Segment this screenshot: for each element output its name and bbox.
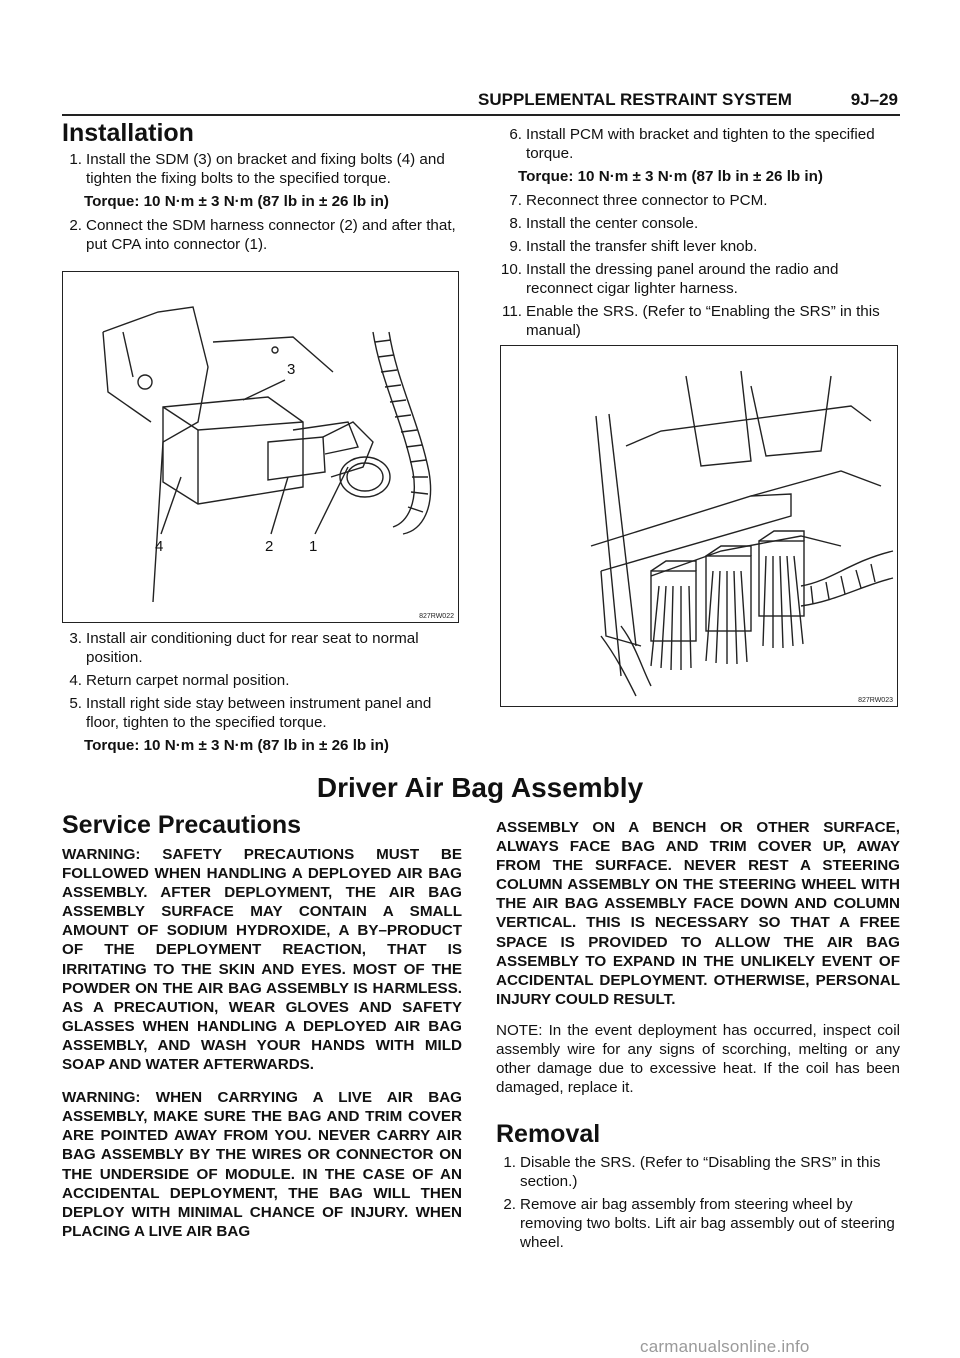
installation-left — [62, 119, 462, 258]
removal-heading: Removal — [496, 1119, 601, 1148]
installation-heading: Installation — [62, 119, 194, 147]
header-rule — [62, 114, 900, 116]
pcm-illustration — [501, 346, 897, 706]
install-step: 9. Install the transfer shift lever knob. — [509, 238, 758, 255]
label-1: 1 — [309, 538, 318, 555]
warning-deployed-bag: WARNING: SAFETY PRECAUTIONS MUST BE FOLLOWED WHEN HANDLING A DEPLOYED AIR BAG ASSEMBLY. AFTER DEPLOYMENT, THE AIR BAG ASSEMBLY SURFACE MAY CONTAIN A SMALL AMOUNT OF SODIUM HYDROXIDE, A BY–PRODUCT OF THE DEPLOYMENT REACTION, THAT IS IRRITATING TO THE SKIN AND EYES. MOST OF THE POWDER ON THE AIR BAG ASSEMBLY IS HARMLESS. AS A PRECAUTION, WEAR GLOVES AND SAFETY GLASSES WHEN HANDLING A DEPLOYED AIR BAG ASSEMBLY, AND WASH YOUR HANDS WITH MILD SOAP AND WATER AFTERWARDS. — [62, 846, 462, 1074]
install-step: 4. Return carpet normal position. — [69, 672, 290, 689]
install-step: 5. Install right side stay between instrument panel and floor, tighten to the specified torque. — [69, 695, 432, 731]
figure-pcm-connectors — [500, 345, 898, 707]
figure-code: 827RW022 — [419, 613, 454, 620]
label-4: 4 — [155, 538, 164, 555]
sdm-illustration — [63, 272, 458, 622]
warning-live-bag-part2: ASSEMBLY ON A BENCH OR OTHER SURFACE, ALWAYS FACE BAG AND TRIM COVER UP, AWAY FROM THE SURFACE. NEVER REST A STEERING COLUMN ASSEMBLY ON THE STEERING WHEEL WITH THE AIR BAG ASSEMBLY FACE DOWN AND COLUMN VERTICAL. THIS IS NECESSARY SO THAT A FREE SPACE IS PROVIDED TO ALLOW THE AIR BAG ASSEMBLY TO EXPAND IN THE UNLIKELY EVENT OF ACCIDENTAL DEPLOYMENT. OTHERWISE, PERSONAL INJURY COULD RESULT. — [496, 819, 900, 1008]
removal-step: 1. Disable the SRS. (Refer to “Disabling the SRS” in this section.) — [503, 1153, 881, 1190]
install-step: 6. Install PCM with bracket and tighten to the specified torque. — [509, 126, 875, 162]
installation-right — [496, 125, 900, 344]
figure-code: 827RW023 — [858, 697, 893, 704]
warning-live-bag-part1: WARNING: WHEN CARRYING A LIVE AIR BAG ASSEMBLY, MAKE SURE THE BAG AND TRIM COVER ARE POINTED AWAY FROM YOU. NEVER CARRY AIR BAG ASSEMBLY BY THE WIRES OR CONNECTOR ON THE UNDERSIDE OF MODULE. IN THE CASE OF AN ACCIDENTAL DEPLOYMENT, THE BAG WILL THEN DEPLOY WITH MINIMAL CHANCE OF INJURY. WHEN PLACING A LIVE AIR BAG — [62, 1089, 462, 1240]
torque-spec: Torque: 10 N·m ± 3 N·m (87 lb in ± 26 lb in) — [518, 168, 823, 185]
service-precautions-left — [62, 811, 462, 1241]
install-step: 3. Install air conditioning duct for rear seat to normal position. — [69, 630, 419, 666]
service-precautions-right — [496, 818, 900, 1256]
install-step: 7. Reconnect three connector to PCM. — [509, 192, 768, 209]
section-title: Driver Air Bag Assembly — [316, 772, 644, 803]
figure-sdm-installation — [62, 271, 459, 623]
service-precautions-heading: Service Precautions — [62, 811, 302, 839]
installation-left-lower — [62, 629, 462, 760]
removal-step: 2. Remove air bag assembly from steering wheel by removing two bolts. Lift air bag assembly out of steering wheel. — [503, 1195, 895, 1251]
install-step: 11. Enable the SRS. (Refer to “Enabling the SRS” in this manual) — [502, 303, 880, 339]
install-step: 1. Install the SDM (3) on bracket and fixing bolts (4) and tighten the fixing bolts to the specified torque. — [69, 151, 445, 187]
page-number: 9J–29 — [850, 90, 898, 109]
install-step: 10. Install the dressing panel around the radio and reconnect cigar lighter harness. — [500, 261, 839, 297]
torque-spec: Torque: 10 N·m ± 3 N·m (87 lb in ± 26 lb in) — [84, 193, 389, 210]
torque-spec: Torque: 10 N·m ± 3 N·m (87 lb in ± 26 lb in) — [84, 737, 389, 754]
watermark: carmanualsonline.info — [640, 1337, 810, 1356]
note-coil-inspection: NOTE: In the event deployment has occurred, inspect coil assembly wire for any signs of scorching, melting or any other damage due to excessive heat. If the coil has been damaged, replace it. — [496, 1021, 900, 1096]
header-title: SUPPLEMENTAL RESTRAINT SYSTEM — [478, 90, 792, 109]
install-step: 2. Connect the SDM harness connector (2) and after that, put CPA into connector (1). — [69, 217, 456, 253]
install-step: 8. Install the center console. — [509, 215, 699, 232]
label-2: 2 — [265, 538, 274, 555]
label-3: 3 — [287, 361, 296, 378]
